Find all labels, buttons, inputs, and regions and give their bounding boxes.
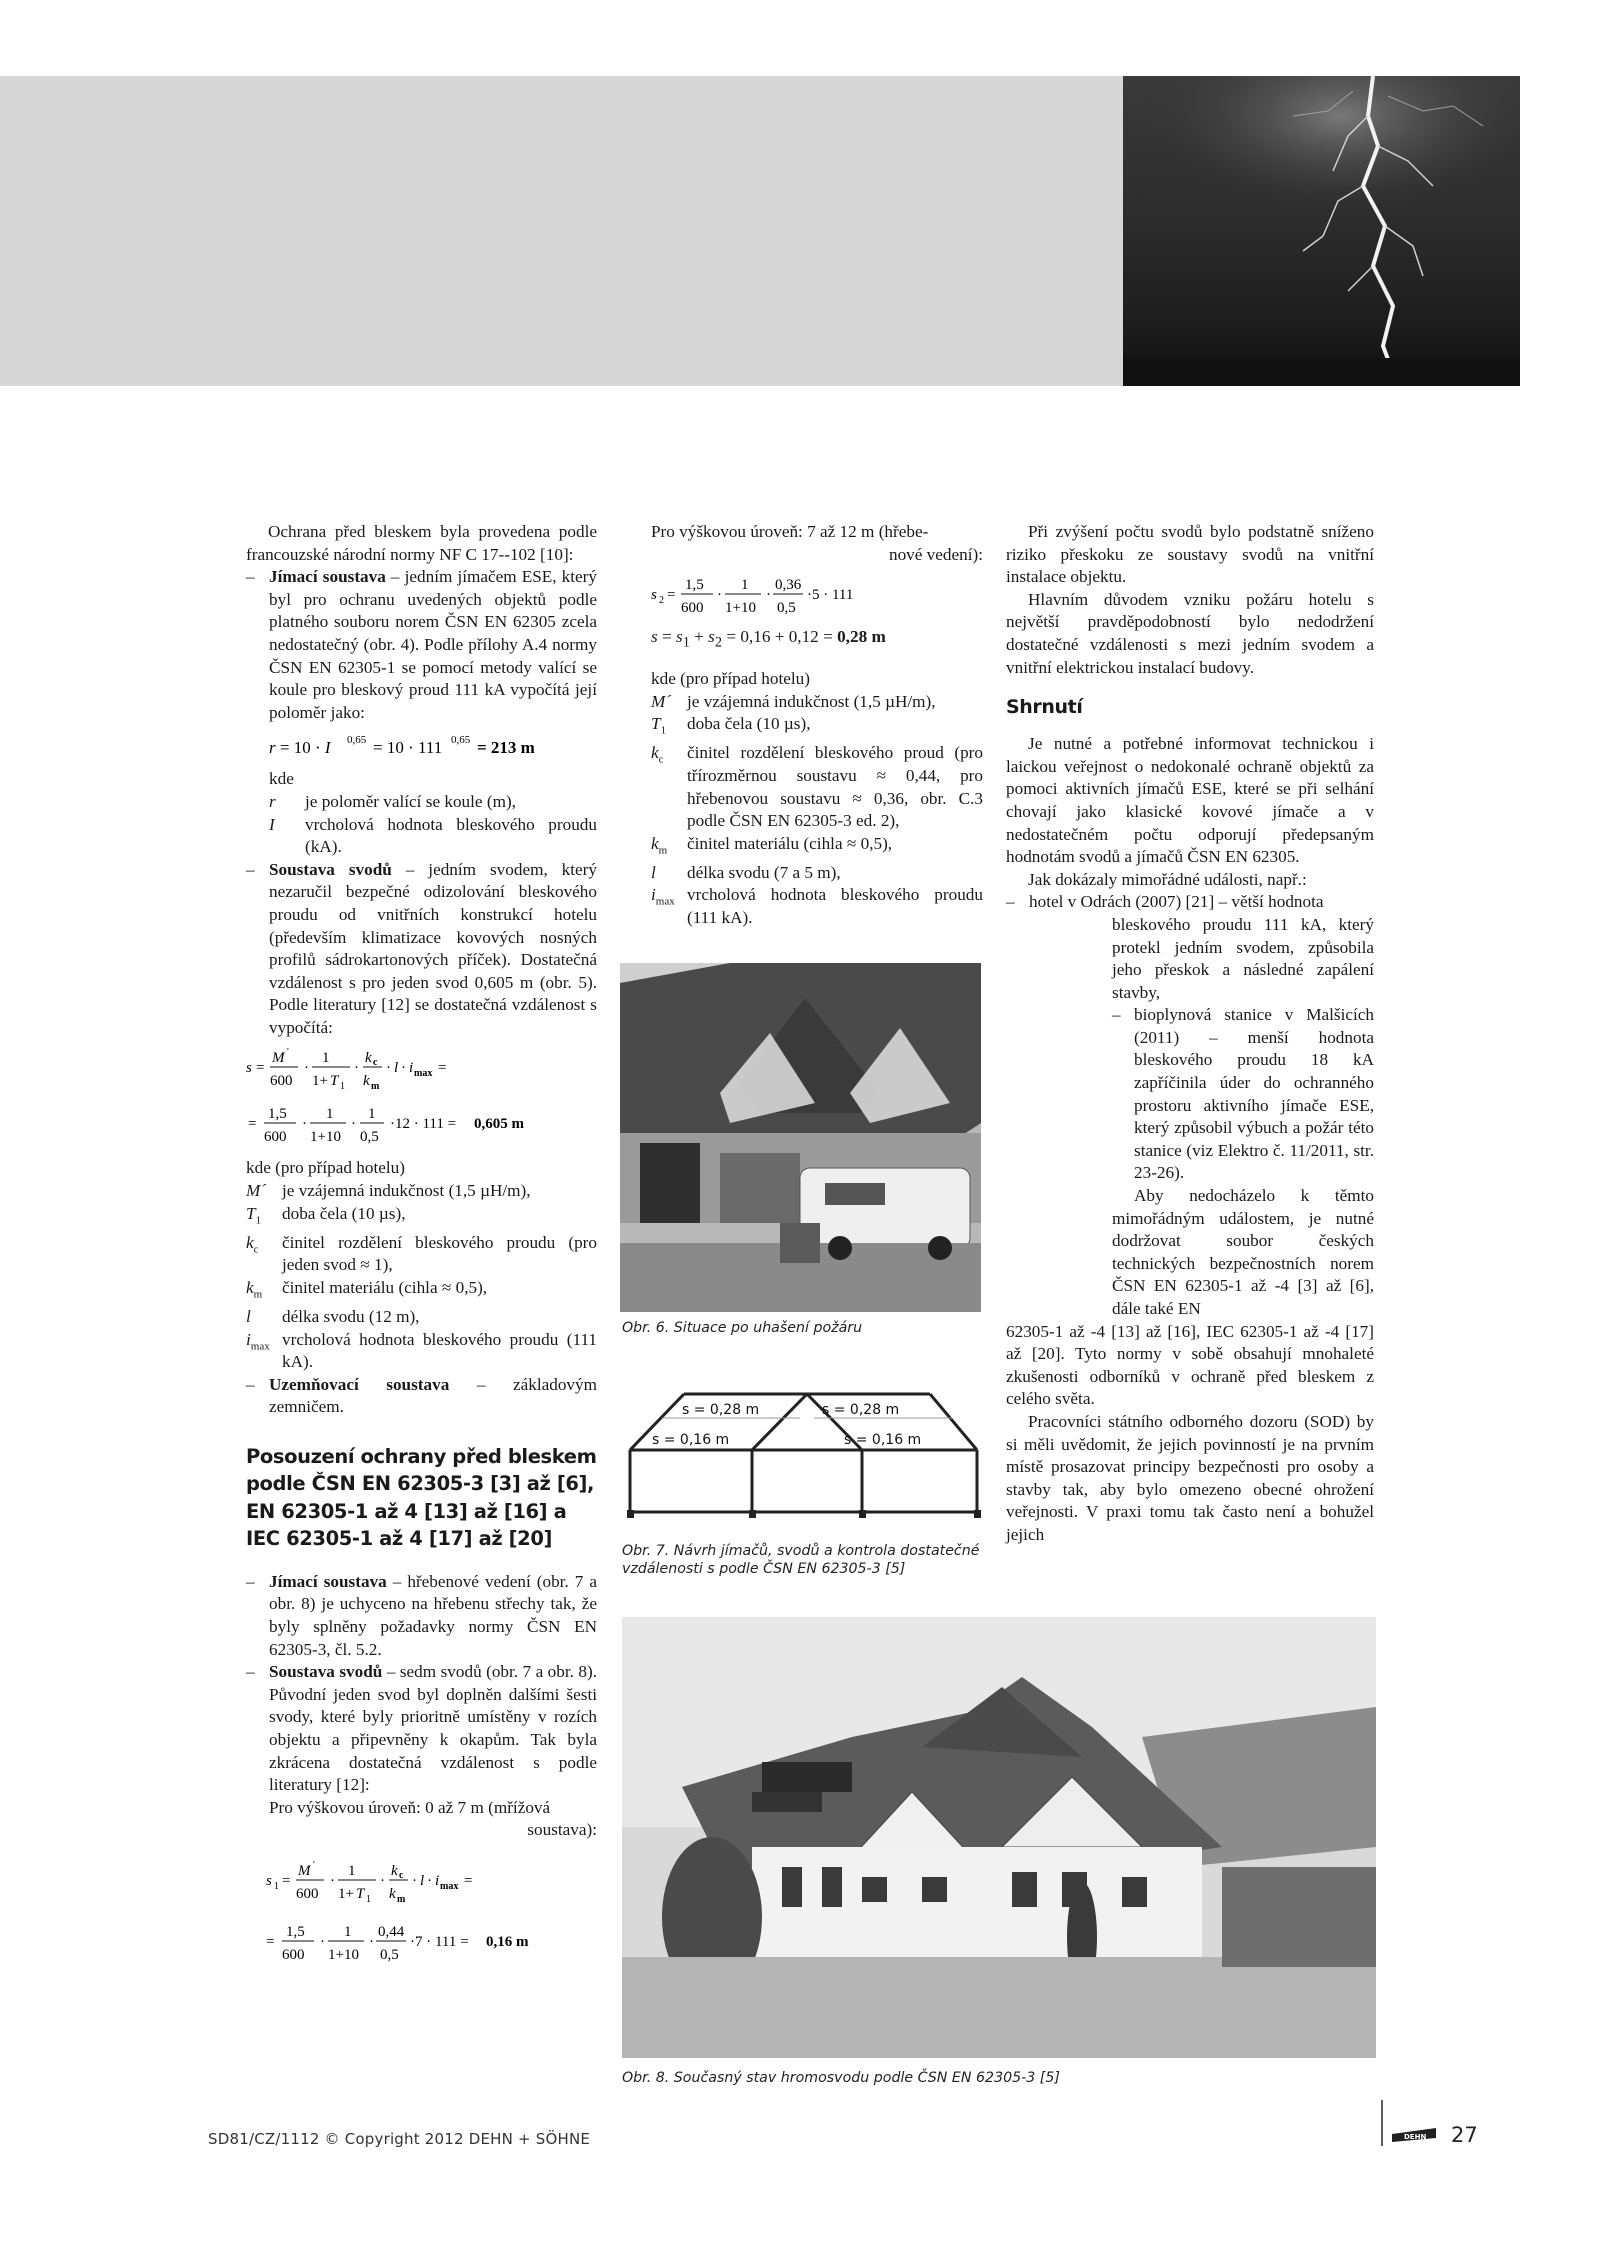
paragraph: Pracovníci státního odborného dozoru (SOD) by si měli uvědomit, že jejich povinností je na prvním místě prosazovat principy bezpečnosti pro osoby a stavby tak, aby bylo omezeno obecné ohrožení veřejnosti. V praxi tomu tak často není a bohužel jejich xyxy=(1006,1411,1374,1544)
svg-text:600: 600 xyxy=(296,1886,319,1902)
svg-text:1: 1 xyxy=(368,1106,376,1123)
svg-text:1: 1 xyxy=(326,1106,334,1123)
svg-text:·: · xyxy=(412,1873,417,1889)
kde-label: kde (pro případ hotelu) xyxy=(651,669,810,689)
formula-s2 xyxy=(651,572,971,620)
lightning-photo xyxy=(1123,76,1520,386)
svg-text:M: M xyxy=(298,1863,311,1879)
item-title: Jímací soustava xyxy=(269,567,386,587)
item-text: – jedním svodem, který nezaručil bezpečné odizolování bleskového proudu od vnitřních konstrukcí hotelu (především klimatizace kovových nosných profilů sádrokartonových příček). Dostatečná vzdálenost s pro jeden svod 0,605 m (obr. 5). Podle literatury [12] se dostatečná vzdálenost s vypočítá: xyxy=(269,859,597,1037)
svg-text:i: i xyxy=(435,1873,440,1889)
svg-text:·5 · 111: ·5 · 111 xyxy=(807,587,854,604)
svg-text:·: · xyxy=(380,1873,385,1889)
paragraph: Při zvýšení počtu svodů bylo podstatně sníženo riziko přeskoku ze soustavy svodů na vnitřní instalace objektu. xyxy=(1006,522,1374,587)
svg-text:= 213 m: = 213 m xyxy=(477,738,535,758)
legend-row: I vrcholová hodnota bleskového proudu (kA). xyxy=(269,814,597,857)
column-3 xyxy=(1006,521,1374,1547)
svg-text:=: = xyxy=(266,1934,275,1950)
svg-text:·: · xyxy=(330,1873,335,1889)
svg-text:·: · xyxy=(427,1873,432,1889)
svg-text:=: = xyxy=(282,1873,291,1889)
figure-6-caption: Obr. 6. Situace po uhašení požáru xyxy=(622,1320,863,1336)
svg-text:1+: 1+ xyxy=(338,1886,354,1902)
svg-text:T: T xyxy=(356,1886,365,1902)
svg-text:T: T xyxy=(330,1073,339,1090)
svg-text:0,36: 0,36 xyxy=(775,577,802,594)
svg-text:m: m xyxy=(397,1894,406,1905)
figure-8-caption: Obr. 8. Současný stav hromosvodu podle ČSN EN 62305-3 [5] xyxy=(622,2070,1060,2086)
svg-text:1+10: 1+10 xyxy=(725,600,756,617)
paragraph: Je nutné a potřebné informovat technickou i laickou veřejnost o nedokonalé ochraně objektů za pomoci aktivních jímačů ESE, které se při selhání chovají jako klasické kovové jímače a v nedostatečném počtu odporují předepsaným hodnotám svodů a jímačů ČSN EN 62305. xyxy=(1006,734,1374,867)
paragraph: Hlavním důvodem vzniku požáru hotelu s největší pravděpodobností bylo nedodržení dostatečné vzdálenosti s mezi jedním svodem a vnitřní elektrickou instalací budovy. xyxy=(1006,589,1374,677)
svg-text:M: M xyxy=(272,1050,285,1067)
label-s-upper-left: s = 0,28 m xyxy=(682,1402,760,1418)
kde-label: kde xyxy=(269,769,294,789)
item-text: – základovým zemničem. xyxy=(269,1374,597,1417)
label-s-lower-right: s = 0,16 m xyxy=(844,1432,922,1448)
svg-text:1: 1 xyxy=(340,1081,345,1093)
svg-text:1,5: 1,5 xyxy=(286,1924,305,1940)
list-item-bio xyxy=(1112,1004,1374,1185)
sum-formula: $s = s_1 + s_2 = 0,16 + 0,12 = 0,28$ m xyxy=(651,627,886,651)
legend-row: r je poloměr valící se koule (m), xyxy=(269,791,516,811)
legend-col2: M´ je vzájemná indukčnost (1,5 µH/m), $T_1$ doba čela (10 µs), $k_c$ činitel rozdělení bleskového proud (pro třírozměrnou soustavu ≈ 0,44, pro hřebenovou soustavu ≈ 0,36, obr. C.3 podle ČSN EN 62305-3 ed. 2), $k_m$ činitel materiálu (cihla ≈ 0,5), l délka svodu (7 a 5 m), $i_{max}$ vrcholová hodnota bleskového proudu (111 kA). xyxy=(651,691,983,928)
svg-text:·: · xyxy=(717,587,722,604)
svg-text:0,16 m: 0,16 m xyxy=(486,1934,529,1950)
svg-text:·: · xyxy=(320,1934,325,1950)
paragraph: Aby nedocházelo k těmto mimořádným událostem, je nutné dodržovat soubor českých technických bezpečnostních norem ČSN EN 62305-1 až -4 [3] až [6], dále také EN xyxy=(1112,1186,1374,1318)
svg-text:·: · xyxy=(304,1060,309,1077)
item-text: bioplynová stanice v Malšicích (2011) – menší hodnota bleskového proudu 18 kA zapříčinila úder do ochranného prostoru aktivního jímače ESE, který způsobil výbuch a požár této stanice (viz Elektro č. 11/2011, str. 23-26). xyxy=(1134,1005,1374,1183)
paragraph: 62305-1 až -4 [13] až [16], IEC 62305-1 až -4 [17] až [20]. Tyto normy v sobě obsahují mnohaleté zkušenosti odborníků v ochraně před bleskem z celého světa. xyxy=(1006,1321,1374,1409)
dehn-logo xyxy=(1380,2098,1440,2148)
svg-text:=: = xyxy=(464,1873,473,1889)
list-item-svody-2 xyxy=(246,1661,597,1797)
section-heading: Shrnutí xyxy=(1006,696,1083,719)
svg-text:0,5: 0,5 xyxy=(360,1129,379,1146)
svg-text:0,44: 0,44 xyxy=(378,1924,405,1940)
svg-text:DEHN: DEHN xyxy=(1404,2133,1427,2141)
svg-text:r = 10 · I: r = 10 · I xyxy=(269,738,331,758)
formula-r xyxy=(269,730,589,762)
item-title: Uzemňovací soustava xyxy=(269,1374,450,1394)
item-text: – hotel v Odrách (2007) [21] – větší hodnota xyxy=(1029,892,1324,912)
svg-text:600: 600 xyxy=(282,1947,305,1963)
footer-copyright: SD81/CZ/1112 © Copyright 2012 DEHN + SÖHNE xyxy=(208,2130,591,2148)
svg-text:k: k xyxy=(365,1050,372,1067)
item-text: – sedm svodů (obr. 7 a obr. 8). Původní jeden svod byl doplněn dalšími šesti svody, které byly prioritně umístěny v rozích objektu a připevněny k okapům. Tak byla zkrácena dostatečná vzdálenost s podle literatury [12]: xyxy=(269,1662,597,1795)
page-number: 27 xyxy=(1451,2123,1478,2147)
item-title: Soustava svodů xyxy=(269,1662,383,1682)
svg-text:l: l xyxy=(394,1060,399,1077)
svg-text:max: max xyxy=(440,1881,459,1892)
svg-text:1+: 1+ xyxy=(312,1073,328,1090)
level-text: nové vedení): xyxy=(888,544,983,564)
svg-text:·: · xyxy=(354,1060,359,1077)
item-text: – jedním jímačem ESE, který byl pro ochranu uvedených objektů podle platného souboru norem ČSN EN 62305 zcela nedostatečný (obr. 4). Podle přílohy A.4 normy ČSN EN 62305-1 se pomocí metody valící se koule pro bleskový proud 111 kA vypočítá její poloměr jako: xyxy=(269,567,597,722)
svg-text:=: = xyxy=(248,1116,257,1133)
figure-7-diagram xyxy=(622,1360,982,1535)
figure-6-photo xyxy=(620,963,981,1312)
figure-7-caption: Obr. 7. Návrh jímačů, svodů a kontrola dostatečné vzdálenosti s podle ČSN EN 62305-3 [5] xyxy=(622,1543,980,1577)
label-s-lower-left: s = 0,16 m xyxy=(652,1432,730,1448)
svg-text:c: c xyxy=(373,1057,378,1069)
list-item-svody xyxy=(246,859,597,1040)
svg-text:=: = xyxy=(438,1060,447,1077)
svg-text:600: 600 xyxy=(681,600,704,617)
list-item-hotel xyxy=(1006,891,1374,914)
svg-text:1: 1 xyxy=(348,1863,356,1879)
svg-text:': ' xyxy=(313,1860,315,1871)
svg-text:l: l xyxy=(420,1873,425,1889)
svg-text:': ' xyxy=(287,1047,289,1059)
level-text: Pro výškovou úroveň: 0 až 7 m (mřížová xyxy=(269,1797,551,1817)
svg-text:600: 600 xyxy=(264,1129,287,1146)
svg-text:·7 · 111 =: ·7 · 111 = xyxy=(410,1934,469,1950)
svg-text:c: c xyxy=(399,1870,404,1881)
svg-text:m: m xyxy=(371,1081,380,1093)
svg-text:=: = xyxy=(667,587,676,604)
item-text: – hřebenové vedení (obr. 7 a obr. 8) je uchyceno na hřebenu střechy tak, že byly splněny požadavky normy ČSN EN 62305-3, čl. 5.2. xyxy=(269,1571,597,1659)
formula-s xyxy=(246,1045,586,1151)
svg-text:1: 1 xyxy=(741,577,749,594)
svg-text:·: · xyxy=(386,1060,391,1077)
list-item-jimaci xyxy=(246,566,597,724)
svg-text:·: · xyxy=(766,587,771,604)
formula-r-block xyxy=(246,730,597,858)
svg-text:0,605 m: 0,605 m xyxy=(474,1116,524,1133)
svg-text:·: · xyxy=(401,1060,406,1077)
svg-text:k: k xyxy=(389,1886,396,1902)
svg-text:1,5: 1,5 xyxy=(268,1106,287,1123)
paragraph: Jak dokázaly mimořádné události, např.: xyxy=(1028,869,1307,889)
svg-text:1: 1 xyxy=(366,1894,371,1905)
item-text-continued: bleskového proudu 111 kA, který protekl jedním svodem, způsobila jeho přeskok a následné zapálení stavby, xyxy=(1112,914,1374,1002)
svg-text:1: 1 xyxy=(344,1924,352,1940)
svg-text:1: 1 xyxy=(322,1050,330,1067)
svg-text:k: k xyxy=(391,1863,398,1879)
svg-text:s: s xyxy=(266,1873,272,1889)
column-1 xyxy=(246,521,597,1976)
svg-text:·: · xyxy=(302,1116,307,1133)
svg-text:s: s xyxy=(651,587,657,604)
svg-text:1: 1 xyxy=(274,1881,279,1892)
formula-s1 xyxy=(246,1858,586,1970)
svg-text:k: k xyxy=(363,1073,370,1090)
svg-text:=: = xyxy=(256,1060,265,1077)
legend-2: M´ je vzájemná indukčnost (1,5 µH/m), $T_1$ doba čela (10 µs), $k_c$ činitel rozdělení bleskového proudu (pro jeden svod ≈ 1), $k_m$ činitel materiálu (cihla ≈ 0,5), l délka svodu (12 m), $i_{max}$ vrcholová hodnota bleskového proudu (111 kA). xyxy=(246,1181,597,1372)
svg-text:i: i xyxy=(409,1060,414,1077)
svg-text:600: 600 xyxy=(270,1073,293,1090)
svg-text:·: · xyxy=(351,1116,356,1133)
level-text: soustava): xyxy=(527,1820,597,1840)
item-title: Soustava svodů xyxy=(269,859,392,879)
svg-text:1+10: 1+10 xyxy=(310,1129,341,1146)
section-heading: Posouzení ochrany před bleskem podle ČSN EN 62305-3 [3] až [6], EN 62305-1 až 4 [13] až [16] a IEC 62305-1 až 4 [17] až [20] xyxy=(246,1444,597,1551)
svg-text:1,5: 1,5 xyxy=(685,577,704,594)
list-item-uzemneni xyxy=(246,1374,597,1419)
list-item-jimaci-2 xyxy=(246,1571,597,1661)
item-title: Jímací soustava xyxy=(269,1571,387,1591)
label-s-upper-right: s = 0,28 m xyxy=(822,1402,900,1418)
svg-text:s: s xyxy=(246,1060,252,1077)
svg-text:·: · xyxy=(369,1934,374,1950)
column-2 xyxy=(651,521,983,930)
svg-text:0,5: 0,5 xyxy=(380,1947,399,1963)
intro-paragraph: Ochrana před bleskem byla provedena podle francouzské národní normy NF C 17--102 [10]: xyxy=(246,522,597,564)
svg-text:1+10: 1+10 xyxy=(328,1947,359,1963)
svg-text:0,5: 0,5 xyxy=(777,600,796,617)
svg-text:max: max xyxy=(414,1068,433,1080)
svg-text:0,65: 0,65 xyxy=(451,734,471,747)
svg-text:·12 · 111 =: ·12 · 111 = xyxy=(390,1116,457,1133)
level-text: Pro výškovou úroveň: 7 až 12 m (hřebe- xyxy=(651,522,929,541)
svg-text:2: 2 xyxy=(659,595,664,607)
kde-label: kde (pro případ hotelu) xyxy=(246,1158,405,1178)
svg-text:= 10 · 111: = 10 · 111 xyxy=(373,738,443,758)
figure-8-photo xyxy=(622,1617,1376,2058)
svg-text:0,65: 0,65 xyxy=(347,734,367,747)
